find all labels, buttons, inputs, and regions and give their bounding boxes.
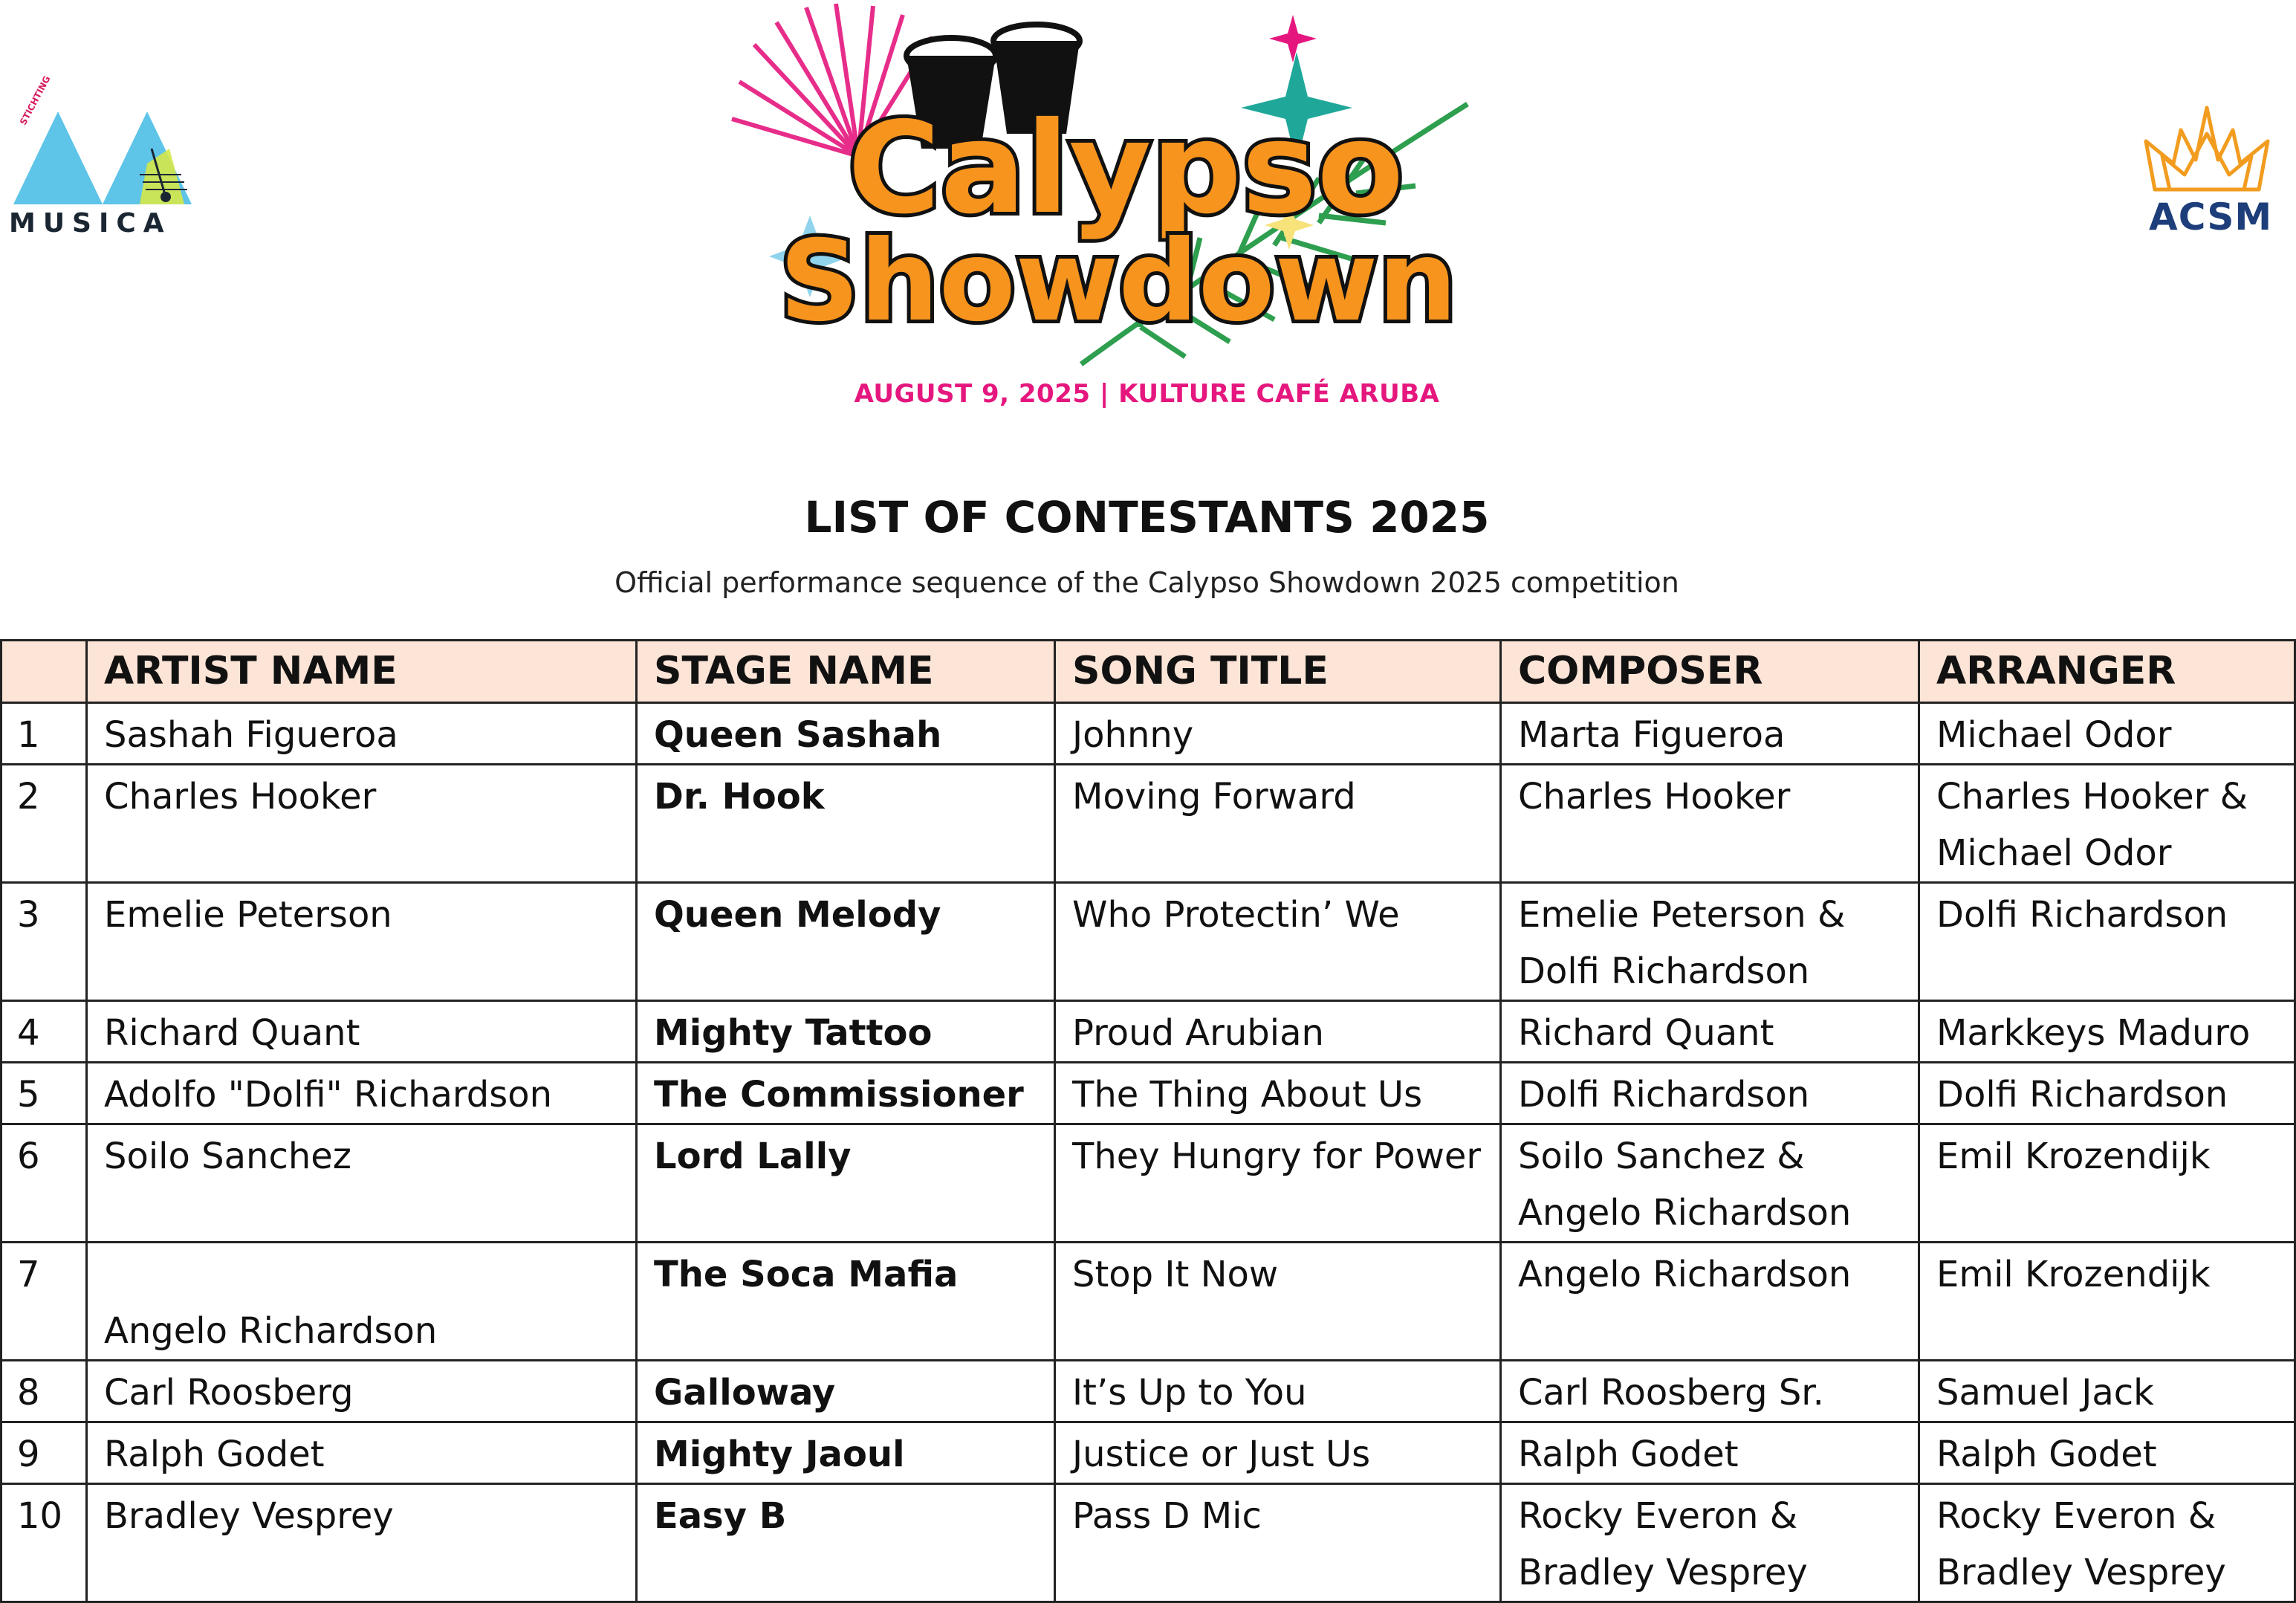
- artist-name: Bradley Vesprey: [87, 1484, 637, 1602]
- song-title: Who Protectin’ We: [1055, 883, 1501, 1001]
- composer: Angelo Richardson: [1501, 1243, 1919, 1361]
- song-title: Moving Forward: [1055, 765, 1501, 883]
- song-title: Johnny: [1055, 703, 1501, 765]
- composer: Soilo Sanchez & Angelo Richardson: [1501, 1124, 1919, 1243]
- row-number: 9: [1, 1422, 87, 1484]
- page-subtitle: Official performance sequence of the Calypso Showdown 2025 competition: [614, 566, 1679, 599]
- arranger: Rocky Everon & Bradley Vesprey: [1919, 1484, 2295, 1602]
- table-row: [1, 1484, 2295, 1602]
- header-arranger: ARRANGER: [1919, 641, 2295, 703]
- stage-name: The Soca Mafia: [637, 1243, 1055, 1361]
- stage-name: Queen Melody: [637, 883, 1055, 1001]
- table-header-row: [1, 641, 2295, 703]
- song-title: Pass D Mic: [1055, 1484, 1501, 1602]
- artist-name: Ralph Godet: [87, 1422, 637, 1484]
- header-song-title: SONG TITLE: [1055, 641, 1501, 703]
- table-row: [1, 703, 2295, 765]
- header-stage-name: STAGE NAME: [637, 641, 1055, 703]
- artist-name: Charles Hooker: [87, 765, 637, 883]
- row-number: 2: [1, 765, 87, 883]
- stage-name: Mighty Jaoul: [637, 1422, 1055, 1484]
- musica-tag-text: STICHTING: [18, 74, 53, 127]
- table-row: [1, 883, 2295, 1001]
- song-title: Stop It Now: [1055, 1243, 1501, 1361]
- stage-name: Easy B: [637, 1484, 1055, 1602]
- stage-name: Galloway: [637, 1361, 1055, 1422]
- header-number: [1, 641, 87, 703]
- acsm-name: ACSM: [2149, 195, 2273, 239]
- musica-logo: [6, 74, 199, 239]
- stage-name: Mighty Tattoo: [637, 1001, 1055, 1063]
- stage-name: Lord Lally: [637, 1124, 1055, 1243]
- composer: Dolfi Richardson: [1501, 1063, 1919, 1124]
- row-number: 8: [1, 1361, 87, 1422]
- calypso-drums-palm-icon: [724, 0, 1458, 372]
- composer: Charles Hooker: [1501, 765, 1919, 883]
- row-number: 7: [1, 1243, 87, 1361]
- arranger: Emil Krozendijk: [1919, 1243, 2295, 1361]
- row-number: 3: [1, 883, 87, 1001]
- artist-name: Emelie Peterson: [87, 883, 637, 1001]
- stage-name: Queen Sashah: [637, 703, 1055, 765]
- row-number: 6: [1, 1124, 87, 1243]
- arranger: Samuel Jack: [1919, 1361, 2295, 1422]
- arranger: Michael Odor: [1919, 703, 2295, 765]
- artist-name: Soilo Sanchez: [87, 1124, 637, 1243]
- song-title: Proud Arubian: [1055, 1001, 1501, 1063]
- row-number: 1: [1, 703, 87, 765]
- header-artist-name: ARTIST NAME: [87, 641, 637, 703]
- logo-word-showdown: Showdown: [779, 217, 1458, 346]
- stage-name: The Commissioner: [637, 1063, 1055, 1124]
- page-title: LIST OF CONTESTANTS 2025: [804, 492, 1490, 543]
- event-date-venue: AUGUST 9, 2025 | KULTURE CAFÉ ARUBA: [854, 379, 1440, 409]
- arranger: Ralph Godet: [1919, 1422, 2295, 1484]
- artist-name: Sashah Figueroa: [87, 703, 637, 765]
- composer: Emelie Peterson & Dolfi Richardson: [1501, 883, 1919, 1001]
- table-row: [1, 1361, 2295, 1422]
- artist-name: Richard Quant: [87, 1001, 637, 1063]
- table-row: [1, 1063, 2295, 1124]
- song-title: They Hungry for Power: [1055, 1124, 1501, 1243]
- crown-icon: [2140, 100, 2274, 204]
- composer: Marta Figueroa: [1501, 703, 1919, 765]
- contestants-table: [0, 639, 2296, 1603]
- artist-name: Carl Roosberg: [87, 1361, 637, 1422]
- row-number: 5: [1, 1063, 87, 1124]
- table-row: [1, 1124, 2295, 1243]
- artist-name: Angelo Richardson: [104, 1310, 438, 1352]
- artist-name: Adolfo "Dolfi" Richardson: [87, 1063, 637, 1124]
- artist-name-cell: [87, 1243, 637, 1361]
- table-row: [1, 1243, 2295, 1361]
- logo-word-calypso: Calypso: [847, 95, 1404, 242]
- musica-name: MUSICA: [9, 208, 172, 239]
- composer: Rocky Everon & Bradley Vesprey: [1501, 1484, 1919, 1602]
- table-row: [1, 1422, 2295, 1484]
- row-number: 10: [1, 1484, 87, 1602]
- table-row: [1, 765, 2295, 883]
- calypso-showdown-logo: [724, 0, 1458, 372]
- song-title: Justice or Just Us: [1055, 1422, 1501, 1484]
- arranger: Markkeys Maduro: [1919, 1001, 2295, 1063]
- composer: Ralph Godet: [1501, 1422, 1919, 1484]
- row-number: 4: [1, 1001, 87, 1063]
- composer: Richard Quant: [1501, 1001, 1919, 1063]
- musica-triangles-icon: [6, 104, 199, 208]
- arranger: Emil Krozendijk: [1919, 1124, 2295, 1243]
- arranger: Dolfi Richardson: [1919, 883, 2295, 1001]
- arranger: Dolfi Richardson: [1919, 1063, 2295, 1124]
- acsm-logo: [2140, 100, 2274, 249]
- table-row: [1, 1001, 2295, 1063]
- song-title: It’s Up to You: [1055, 1361, 1501, 1422]
- song-title: The Thing About Us: [1055, 1063, 1501, 1124]
- composer: Carl Roosberg Sr.: [1501, 1361, 1919, 1422]
- arranger: Charles Hooker & Michael Odor: [1919, 765, 2295, 883]
- header-composer: COMPOSER: [1501, 641, 1919, 703]
- stage-name: Dr. Hook: [637, 765, 1055, 883]
